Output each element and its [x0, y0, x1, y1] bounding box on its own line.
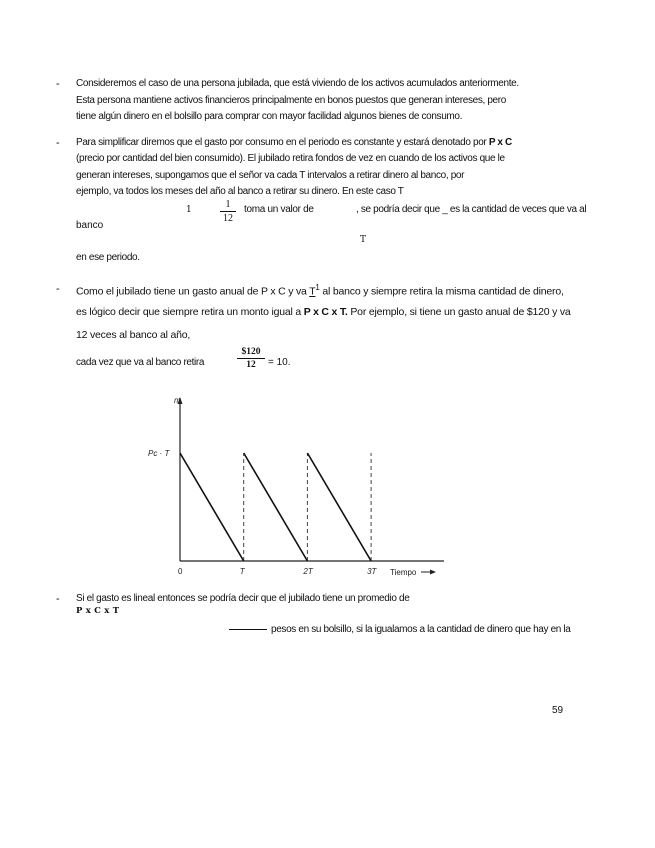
p3-frac-den: 12: [246, 360, 256, 370]
p2-line1-bold: P x C: [488, 137, 512, 148]
p2-toma: toma un valor de: [244, 204, 314, 215]
x-label-arrow-head: [430, 570, 436, 575]
p2-banco: banco: [76, 220, 104, 231]
p2-frac-den: 12: [223, 213, 233, 224]
p1-line1: Consideremos el caso de una persona jubilada, que está viviendo de los activos acumulados anteriormente.: [76, 78, 519, 89]
p3-line2-b: Por ejemplo, si tiene un gasto anual de $120 y va: [347, 306, 571, 318]
p1-line2: Esta persona mantiene activos financieros principalmente en bonos puestos que generan intereses, pero: [76, 95, 506, 106]
p3-line4: cada vez que va al banco retira: [76, 357, 205, 368]
bullet-2: -: [56, 137, 60, 149]
p3-line1-b: al banco y siempre retira la misma cantidad de dinero,: [319, 285, 564, 298]
p3-line1-T: T: [309, 285, 316, 298]
p4-blank-line: [229, 629, 267, 630]
p2-line4: ejemplo, va todos los meses del año al banco a retirar su dinero. En este caso T: [76, 186, 404, 197]
page-number: 59: [552, 705, 564, 716]
series-segment-2: [244, 453, 308, 561]
series-segment-1: [180, 453, 244, 561]
p3-frac-num: $120: [241, 347, 261, 357]
p2-line3: generan intereses, supongamos que el señor va cada T intervalos a retirar dinero al banco, por: [76, 170, 465, 181]
bullet-3: -: [56, 283, 60, 295]
x-tick-label-3: 2T: [303, 567, 313, 576]
p2-frac-num: 1: [225, 199, 231, 210]
bullet-1: -: [56, 78, 60, 90]
x-tick-label-4: 3T: [367, 567, 377, 576]
p3-line3: 12 veces al banco al año,: [76, 329, 191, 341]
series-segment-3: [307, 453, 371, 561]
p3-result: = 10.: [268, 357, 291, 368]
p2-line2: (precio por cantidad del bien consumido). El jubilado retira fondos de vez en cuando de los activos que le: [76, 153, 505, 164]
p2-line1-text: Para simplificar diremos que el gasto por consumo en el periodo es constante y estará denotado por: [76, 137, 489, 148]
x-tick-label-2: T: [239, 567, 245, 576]
p4-formula: P x C x T: [76, 606, 120, 616]
p2-periodo: en ese periodo.: [76, 252, 140, 263]
bullet-4: -: [56, 593, 60, 605]
p3-line2-bold: P x C x T.: [303, 306, 348, 318]
p2-T: T: [360, 235, 367, 245]
p4-line1: Si el gasto es lineal entonces se podría decir que el jubilado tiene un promedio de: [76, 593, 410, 604]
x-tick-label-1: 0: [178, 567, 183, 576]
p4-line2: pesos en su bolsillo, si la igualamos a la cantidad de dinero que hay en la: [271, 624, 571, 635]
p3-line1-sup: 1: [315, 283, 320, 292]
p1-line3: tiene algún dinero en el bolsillo para comprar con mayor facilidad algunos bienes de consumo.: [76, 111, 463, 122]
p2-rest: , se podría decir que _ es la cantidad de veces que va al: [356, 204, 587, 215]
y-axis-label: m: [174, 396, 181, 405]
y-tick-label: Pc · T: [148, 449, 170, 458]
p3-line1-a: Como el jubilado tiene un gasto anual de P x C y va: [76, 285, 310, 298]
x-axis-label: Tiempo: [390, 568, 417, 577]
p3-line2-a: es lógico decir que siempre retira un monto igual a: [76, 306, 304, 318]
p2-one: 1: [186, 205, 192, 215]
